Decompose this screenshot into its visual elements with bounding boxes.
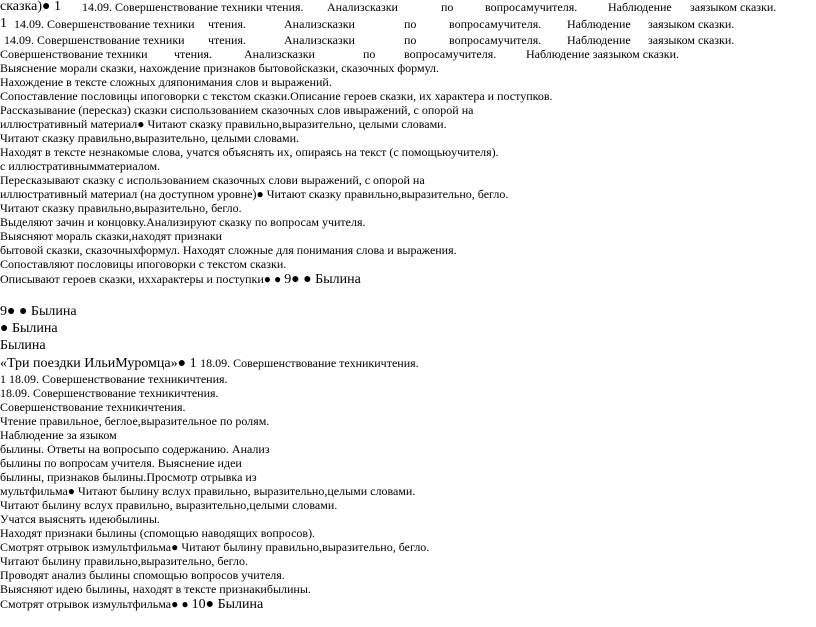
bylina-label: 9● ● Былина bbox=[284, 272, 361, 287]
row4-reading: чтения. bbox=[174, 47, 212, 61]
row4-questions: вопросамучителя. bbox=[404, 47, 497, 61]
text-line: Рассказывание (пересказ) сказки сиспользованием сказочных слов ивыражений, с опорой на bbox=[0, 103, 474, 117]
text-line: Читают былину правильно,выразительно, бегло. bbox=[0, 554, 248, 568]
row4-observation: Наблюдение заязыком сказки. bbox=[526, 47, 680, 61]
text-line: Совершенствование техникичтения. bbox=[0, 400, 186, 414]
heroes-line bbox=[0, 272, 361, 287]
row2-language: заязыком сказки. bbox=[648, 17, 735, 31]
row1-analysis: Анализсказки bbox=[327, 0, 398, 14]
row4-topic: Совершенствование техники bbox=[0, 47, 148, 61]
row2-observation: Наблюдение bbox=[567, 17, 631, 31]
row2-by: по bbox=[404, 17, 417, 31]
bylina-heading: 9● ● Былина bbox=[0, 304, 77, 319]
text-line: Читают сказку правильно,выразительно, целыми словами. bbox=[0, 131, 300, 145]
text-line: Пересказывают сказку с использованием сказочных слови выражений, с опорой на bbox=[0, 173, 425, 187]
row2-number: 1 bbox=[0, 16, 7, 31]
bylina-label: 10● Былина bbox=[191, 597, 264, 612]
text-line: иллюстративный материал (на доступном уровне)● Читают сказку правильно,выразительно, бегло. bbox=[0, 187, 509, 201]
text-line: Находят признаки былины (спомощью наводящих вопросов). bbox=[0, 526, 316, 540]
text-line: с иллюстративнымматериалом. bbox=[0, 159, 161, 173]
text-line: 1 18.09. Совершенствование техникичтения. bbox=[0, 372, 228, 386]
text-line: иллюстративный материал● Читают сказку правильно,выразительно, целыми словами. bbox=[0, 117, 447, 131]
text-line: Выяснение морали сказки, нахождение признаков бытовойсказки, сказочных формул. bbox=[0, 61, 440, 75]
text-line: 18.09. Совершенствование техникичтения. bbox=[0, 386, 219, 400]
text-line: Выделяют зачин и концовку.Анализируют сказку по вопросам учителя. bbox=[0, 215, 366, 229]
lesson-title-line bbox=[0, 356, 419, 371]
bylina-heading: Былина bbox=[0, 338, 46, 353]
row3-topic: 14.09. Совершенствование техники bbox=[4, 33, 185, 47]
text-line: Проводят анализ былины спомощью вопросов учителя. bbox=[0, 568, 285, 582]
text-line: Читают былину вслух правильно, выразительно,целыми словами. bbox=[0, 498, 338, 512]
row4-analysis: Анализсказки bbox=[244, 47, 315, 61]
row3-reading: чтения. bbox=[208, 33, 246, 47]
text-line: былины по вопросам учителя. Выяснение идеи bbox=[0, 456, 242, 470]
row1-questions: вопросамучителя. bbox=[485, 0, 578, 14]
text-line: мультфильма● Читают былину вслух правильно, выразительно,целыми словами. bbox=[0, 484, 416, 498]
row2-questions: вопросамучителя. bbox=[449, 17, 542, 31]
text-line: Наблюдение за языком bbox=[0, 428, 117, 442]
last-line bbox=[0, 597, 263, 612]
text-line: Выясняют мораль сказки,находят признаки bbox=[0, 229, 223, 243]
cartoon-text: Смотрят отрывок измультфильма● ● bbox=[0, 597, 192, 611]
row1-start: сказка)● 1 bbox=[0, 0, 61, 14]
text-line: Находят в тексте незнакомые слова, учатся объяснять их, опираясь на текст (с помощьюучителя). bbox=[0, 145, 499, 159]
row1-topic: 14.09. Совершенствование техники чтения. bbox=[82, 0, 304, 14]
row3-by: по bbox=[404, 33, 417, 47]
text-line: бытовой сказки, сказочныхформул. Находят сложные для понимания слова и выражения. bbox=[0, 243, 457, 257]
row1-language: заязыком сказки. bbox=[690, 0, 777, 14]
text-line: Сопоставляют пословицы ипоговорки с текстом сказки. bbox=[0, 257, 287, 271]
row4-by: по bbox=[363, 47, 376, 61]
lesson-title: «Три поездки ИльиМуромца»● 1 bbox=[0, 356, 201, 371]
row2-reading: чтения. bbox=[208, 17, 246, 31]
row1-by: по bbox=[441, 0, 454, 14]
bylina-heading: ● Былина bbox=[0, 321, 58, 336]
text-line: Учатся выяснять идеюбылины. bbox=[0, 512, 160, 526]
row3-language: заязыком сказки. bbox=[648, 33, 735, 47]
text-line: Чтение правильное, беглое,выразительное по ролям. bbox=[0, 414, 270, 428]
text-line: Нахождение в тексте сложных дляпонимания слов и выражений. bbox=[0, 75, 332, 89]
text-line: былины, признаков былины.Просмотр отрывка из bbox=[0, 470, 257, 484]
text-line: былины. Ответы на вопросыпо содержанию. Анализ bbox=[0, 442, 270, 456]
text-line: Смотрят отрывок измультфильма● Читают былину правильно,выразительно, бегло. bbox=[0, 540, 430, 554]
row3-analysis: Анализсказки bbox=[284, 33, 355, 47]
row3-observation: Наблюдение bbox=[567, 33, 631, 47]
row3-questions: вопросамучителя. bbox=[449, 33, 542, 47]
row1-observation: Наблюдение bbox=[608, 0, 672, 14]
text-line: Выясняют идею былины, находят в тексте признакибылины. bbox=[0, 582, 311, 596]
text-line: Сопоставление пословицы ипоговорки с текстом сказки.Описание героев сказки, их характера и поступков. bbox=[0, 89, 553, 103]
heroes-text: Описывают героев сказки, иххарактеры и поступки● ● bbox=[0, 272, 285, 286]
text-line: Читают сказку правильно,выразительно, бегло. bbox=[0, 201, 242, 215]
row2-topic: 14.09. Совершенствование техники bbox=[14, 17, 195, 31]
lesson-topic: 18.09. Совершенствование техникичтения. bbox=[200, 356, 419, 370]
row2-analysis: Анализсказки bbox=[284, 17, 355, 31]
